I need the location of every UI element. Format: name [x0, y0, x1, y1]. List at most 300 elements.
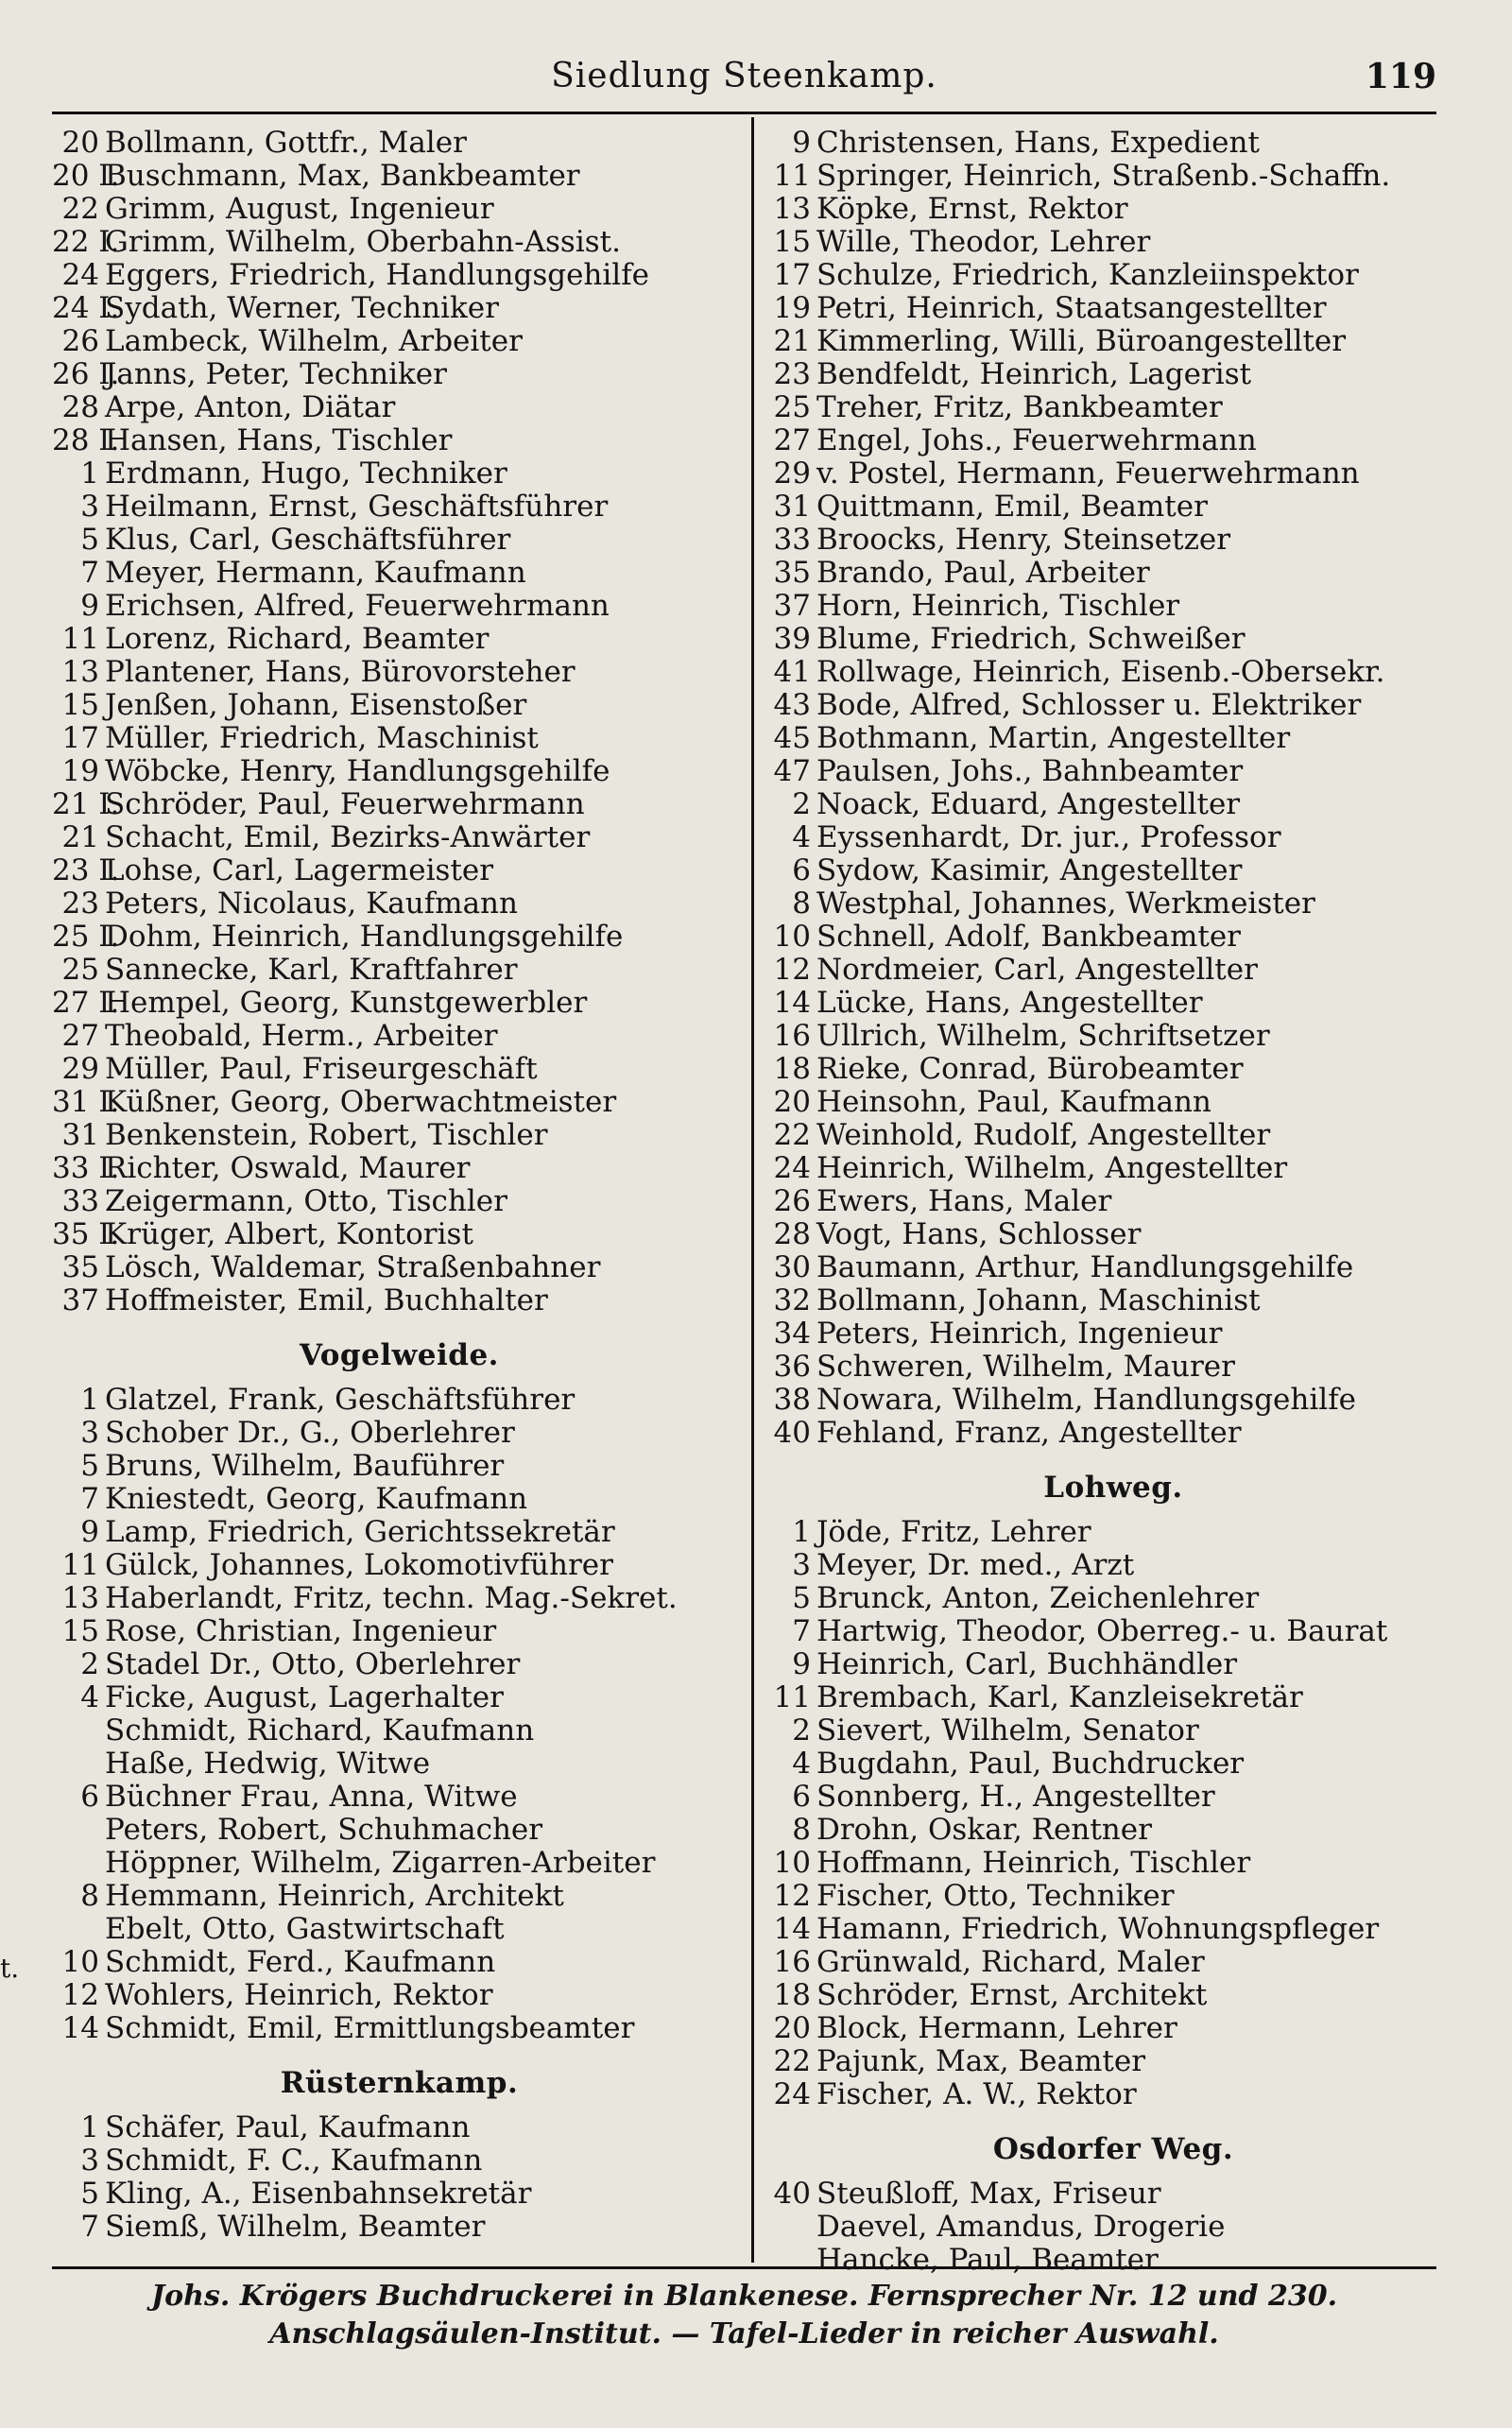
house-number: 14: [61, 2012, 99, 2045]
resident-entry: [764, 1351, 1463, 1384]
resident-name-occupation: Krüger, Albert, Kontorist: [105, 1218, 473, 1251]
house-number: 10: [61, 1946, 99, 1979]
resident-entry: [52, 2211, 747, 2244]
resident-entry: [764, 1284, 1463, 1317]
house-number: 11: [61, 1549, 99, 1582]
house-number: 29: [61, 1053, 99, 1086]
resident-entry: [52, 292, 747, 325]
resident-name-occupation: Buschmann, Max, Bankbeamter: [105, 160, 580, 193]
resident-name-occupation: Engel, Johs., Feuerwehrmann: [816, 424, 1257, 457]
house-number: 28: [61, 391, 99, 424]
house-number: 22: [773, 1119, 811, 1152]
house-number: 33: [773, 524, 811, 557]
resident-name-occupation: Kling, A., Eisenbahnsekretär: [105, 2178, 532, 2211]
resident-entry: [52, 1152, 747, 1185]
resident-name-occupation: Ewers, Hans, Maler: [816, 1185, 1112, 1218]
house-number: 40: [773, 2178, 811, 2211]
resident-entry: [764, 391, 1463, 424]
resident-entry: [764, 358, 1463, 391]
resident-entry: [52, 1549, 747, 1582]
resident-name-occupation: Daevel, Amandus, Drogerie: [816, 2211, 1226, 2244]
house-number: 25: [773, 391, 811, 424]
resident-entry: [52, 1284, 747, 1317]
resident-name-occupation: Horn, Heinrich, Tischler: [816, 590, 1180, 623]
resident-entry: [764, 127, 1463, 160]
resident-entry: [52, 1384, 747, 1417]
resident-name-occupation: Höppner, Wilhelm, Zigarren-Arbeiter: [105, 1847, 656, 1880]
resident-name-occupation: Heinrich, Carl, Buchhändler: [816, 1648, 1238, 1681]
resident-entry: [52, 921, 747, 954]
house-number: 28: [773, 1218, 811, 1251]
resident-name-occupation: Küßner, Georg, Oberwachtmeister: [105, 1086, 617, 1119]
house-number: 25: [61, 954, 99, 987]
resident-entry: [52, 1450, 747, 1483]
house-number: 31 I.: [52, 1086, 120, 1119]
house-number: 39: [773, 623, 811, 656]
resident-entry: [764, 2012, 1463, 2045]
resident-entry: [764, 1648, 1463, 1681]
house-number: 18: [773, 1979, 811, 2012]
house-number: 24: [773, 2078, 811, 2111]
resident-name-occupation: Bothmann, Martin, Angestellter: [816, 722, 1291, 755]
resident-name-occupation: Hempel, Georg, Kunstgewerbler: [105, 987, 588, 1020]
house-number: 2: [80, 1648, 99, 1681]
resident-entry: [764, 524, 1463, 557]
resident-name-occupation: Schröder, Ernst, Architekt: [816, 1979, 1208, 2012]
resident-name-occupation: Zeigermann, Otto, Tischler: [105, 1185, 507, 1218]
house-number: 12: [773, 1880, 811, 1913]
resident-name-occupation: Springer, Heinrich, Straßenb.-Schaffn.: [816, 160, 1391, 193]
resident-entry: [52, 1814, 747, 1847]
resident-name-occupation: Ficke, August, Lagerhalter: [105, 1681, 504, 1714]
resident-name-occupation: Dohm, Heinrich, Handlungsgehilfe: [105, 921, 624, 954]
resident-name-occupation: Lösch, Waldemar, Straßenbahner: [105, 1251, 601, 1284]
resident-entry: [764, 1516, 1463, 1549]
resident-entry: [764, 557, 1463, 590]
resident-entry: [52, 358, 747, 391]
resident-name-occupation: Gülck, Johannes, Lokomotivführer: [105, 1549, 613, 1582]
resident-name-occupation: Arpe, Anton, Diätar: [105, 391, 396, 424]
resident-name-occupation: Rollwage, Heinrich, Eisenb.-Obersekr.: [816, 656, 1385, 689]
house-number: 33: [61, 1185, 99, 1218]
resident-entry: [52, 491, 747, 524]
resident-name-occupation: Erdmann, Hugo, Techniker: [105, 457, 507, 491]
resident-name-occupation: Heinsohn, Paul, Kaufmann: [816, 1086, 1211, 1119]
house-number: 13: [61, 1582, 99, 1615]
resident-entry: [764, 1748, 1463, 1781]
house-number: 6: [792, 854, 811, 887]
resident-name-occupation: Hamann, Friedrich, Wohnungspfleger: [816, 1913, 1380, 1946]
resident-entry: [52, 2012, 747, 2045]
house-number: 27 I.: [52, 987, 120, 1020]
resident-entry: [52, 689, 747, 722]
resident-name-occupation: Noack, Eduard, Angestellter: [816, 788, 1241, 821]
resident-entry: [52, 391, 747, 424]
resident-entry: [52, 1880, 747, 1913]
street-heading: Rüsternkamp.: [280, 2066, 519, 2100]
resident-entry: [52, 457, 747, 491]
house-number: 19: [61, 755, 99, 788]
resident-entry: [764, 689, 1463, 722]
resident-name-occupation: Sannecke, Karl, Kraftfahrer: [105, 954, 518, 987]
house-number: 12: [61, 1979, 99, 2012]
resident-entry: [52, 1714, 747, 1748]
house-number: 20: [773, 2012, 811, 2045]
resident-name-occupation: Grimm, Wilhelm, Oberbahn-Assist.: [105, 226, 621, 259]
resident-name-occupation: Schweren, Wilhelm, Maurer: [816, 1351, 1235, 1384]
resident-entry: [52, 1185, 747, 1218]
resident-name-occupation: Schmidt, Emil, Ermittlungsbeamter: [105, 2012, 635, 2045]
resident-name-occupation: Hoffmann, Heinrich, Tischler: [816, 1847, 1251, 1880]
house-number: 3: [80, 2144, 99, 2178]
house-number: 29: [773, 457, 811, 491]
house-number: 1: [80, 457, 99, 491]
resident-name-occupation: Pajunk, Max, Beamter: [816, 2045, 1146, 2078]
resident-entry: [52, 1913, 747, 1946]
house-number: 20: [61, 127, 99, 160]
resident-entry: [764, 987, 1463, 1020]
resident-entry: [52, 2111, 747, 2144]
resident-name-occupation: Fischer, Otto, Techniker: [816, 1880, 1175, 1913]
resident-entry: [764, 788, 1463, 821]
house-number: 30: [773, 1251, 811, 1284]
house-number: 1: [792, 1516, 811, 1549]
house-number: 4: [792, 821, 811, 854]
house-number: 34: [773, 1317, 811, 1351]
left-column: [52, 127, 747, 2244]
resident-name-occupation: Haberlandt, Fritz, techn. Mag.-Sekret.: [105, 1582, 678, 1615]
resident-name-occupation: Wöbcke, Henry, Handlungsgehilfe: [105, 755, 610, 788]
house-number: 35 I.: [52, 1218, 120, 1251]
resident-entry: [764, 1417, 1463, 1450]
resident-name-occupation: Weinhold, Rudolf, Angestellter: [816, 1119, 1271, 1152]
resident-entry: [764, 755, 1463, 788]
house-number: 10: [773, 921, 811, 954]
resident-name-occupation: Peters, Robert, Schuhmacher: [105, 1814, 543, 1847]
house-number: 9: [80, 590, 99, 623]
house-number: 14: [773, 987, 811, 1020]
resident-entry: [52, 2144, 747, 2178]
resident-entry: [764, 1384, 1463, 1417]
house-number: 37: [61, 1284, 99, 1317]
house-number: 40: [773, 1417, 811, 1450]
resident-name-occupation: Schnell, Adolf, Bankbeamter: [816, 921, 1242, 954]
resident-name-occupation: Ebelt, Otto, Gastwirtschaft: [105, 1913, 505, 1946]
house-number: 6: [792, 1781, 811, 1814]
resident-entry: [52, 1119, 747, 1152]
resident-name-occupation: Siemß, Wilhelm, Beamter: [105, 2211, 486, 2244]
bottom-rule: [52, 2266, 1436, 2269]
house-number: 15: [61, 1615, 99, 1648]
resident-name-occupation: Jenßen, Johann, Eisenstoßer: [105, 689, 527, 722]
house-number: 35: [61, 1251, 99, 1284]
resident-name-occupation: Peters, Heinrich, Ingenieur: [816, 1317, 1223, 1351]
house-number: 22 I.: [52, 226, 120, 259]
house-number: 9: [792, 127, 811, 160]
resident-name-occupation: Richter, Oswald, Maurer: [105, 1152, 471, 1185]
resident-entry: [52, 2178, 747, 2211]
house-number: 8: [792, 887, 811, 921]
resident-name-occupation: Nordmeier, Carl, Angestellter: [816, 954, 1258, 987]
house-number: 21 I.: [52, 788, 120, 821]
resident-name-occupation: Lohse, Carl, Lagermeister: [105, 854, 494, 887]
resident-name-occupation: Lücke, Hans, Angestellter: [816, 987, 1203, 1020]
resident-entry: [52, 524, 747, 557]
resident-entry: [764, 1714, 1463, 1748]
resident-entry: [764, 1880, 1463, 1913]
resident-name-occupation: Peters, Nicolaus, Kaufmann: [105, 887, 518, 921]
house-number: 1: [80, 1384, 99, 1417]
resident-name-occupation: Glatzel, Frank, Geschäftsführer: [105, 1384, 576, 1417]
house-number: 24 I.: [52, 292, 120, 325]
resident-entry: [52, 755, 747, 788]
house-number: 4: [80, 1681, 99, 1714]
resident-entry: [52, 887, 747, 921]
resident-entry: [764, 854, 1463, 887]
resident-entry: [764, 457, 1463, 491]
house-number: 7: [80, 1483, 99, 1516]
resident-entry: [52, 1582, 747, 1615]
house-number: 6: [80, 1781, 99, 1814]
resident-entry: [764, 722, 1463, 755]
resident-name-occupation: v. Postel, Hermann, Feuerwehrmann: [816, 457, 1360, 491]
house-number: 43: [773, 689, 811, 722]
resident-name-occupation: Schmidt, Ferd., Kaufmann: [105, 1946, 496, 1979]
resident-entry: [764, 2078, 1463, 2111]
house-number: 20: [773, 1086, 811, 1119]
resident-name-occupation: Hansen, Hans, Tischler: [105, 424, 453, 457]
resident-entry: [764, 2045, 1463, 2078]
top-rule: [52, 112, 1436, 114]
resident-name-occupation: Sonnberg, H., Angestellter: [816, 1781, 1215, 1814]
resident-entry: [52, 821, 747, 854]
resident-entry: [52, 1979, 747, 2012]
resident-name-occupation: Lamp, Friedrich, Gerichtssekretär: [105, 1516, 615, 1549]
resident-name-occupation: Schröder, Paul, Feuerwehrmann: [105, 788, 585, 821]
resident-entry: [764, 491, 1463, 524]
house-number: 21: [773, 325, 811, 358]
resident-name-occupation: Schober Dr., G., Oberlehrer: [105, 1417, 515, 1450]
resident-name-occupation: Grünwald, Richard, Maler: [816, 1946, 1205, 1979]
resident-entry: [52, 1781, 747, 1814]
resident-entry: [764, 656, 1463, 689]
house-number: 9: [792, 1648, 811, 1681]
house-number: 2: [792, 788, 811, 821]
house-number: 15: [773, 226, 811, 259]
resident-entry: [764, 292, 1463, 325]
resident-name-occupation: Hoffmeister, Emil, Buchhalter: [105, 1284, 548, 1317]
house-number: 35: [773, 557, 811, 590]
resident-entry: [52, 1516, 747, 1549]
resident-name-occupation: Meyer, Hermann, Kaufmann: [105, 557, 526, 590]
resident-name-occupation: Westphal, Johannes, Werkmeister: [816, 887, 1315, 921]
resident-name-occupation: Block, Hermann, Lehrer: [816, 2012, 1177, 2045]
house-number: 23: [61, 887, 99, 921]
margin-mark: t.: [0, 1953, 20, 1984]
resident-entry: [52, 424, 747, 457]
house-number: 3: [792, 1549, 811, 1582]
resident-entry: [764, 1582, 1463, 1615]
resident-name-occupation: Hancke, Paul, Beamter: [816, 2244, 1159, 2277]
resident-name-occupation: Bruns, Wilhelm, Bauführer: [105, 1450, 505, 1483]
house-number: 37: [773, 590, 811, 623]
resident-name-occupation: Schmidt, Richard, Kaufmann: [105, 1714, 535, 1748]
resident-entry: [52, 1053, 747, 1086]
resident-entry: [764, 1152, 1463, 1185]
resident-entry: [764, 259, 1463, 292]
resident-entry: [52, 1847, 747, 1880]
resident-entry: [764, 1913, 1463, 1946]
resident-name-occupation: Schacht, Emil, Bezirks-Anwärter: [105, 821, 591, 854]
resident-name-occupation: Grimm, August, Ingenieur: [105, 193, 494, 226]
resident-name-occupation: Blume, Friedrich, Schweißer: [816, 623, 1246, 656]
resident-name-occupation: Rose, Christian, Ingenieur: [105, 1615, 497, 1648]
resident-name-occupation: Schmidt, F. C., Kaufmann: [105, 2144, 483, 2178]
resident-entry: [52, 1748, 747, 1781]
resident-name-occupation: Klus, Carl, Geschäftsführer: [105, 524, 511, 557]
resident-entry: [764, 2244, 1463, 2277]
resident-name-occupation: Steußloff, Max, Friseur: [816, 2178, 1161, 2211]
street-heading: Lohweg.: [1043, 1471, 1183, 1505]
resident-entry: [52, 193, 747, 226]
resident-entry: [764, 1814, 1463, 1847]
resident-name-occupation: Wille, Theodor, Lehrer: [816, 226, 1151, 259]
resident-name-occupation: Schäfer, Paul, Kaufmann: [105, 2111, 471, 2144]
house-number: 47: [773, 755, 811, 788]
house-number: 41: [773, 656, 811, 689]
street-heading: Vogelweide.: [300, 1338, 499, 1372]
resident-name-occupation: Brando, Paul, Arbeiter: [816, 557, 1150, 590]
resident-name-occupation: Sydow, Kasimir, Angestellter: [816, 854, 1243, 887]
house-number: 8: [80, 1880, 99, 1913]
resident-entry: [764, 1185, 1463, 1218]
house-number: 36: [773, 1351, 811, 1384]
house-number: 7: [80, 557, 99, 590]
resident-entry: [52, 1086, 747, 1119]
house-number: 8: [792, 1814, 811, 1847]
resident-name-occupation: Wohlers, Heinrich, Rektor: [105, 1979, 493, 2012]
resident-name-occupation: Rieke, Conrad, Bürobeamter: [816, 1053, 1244, 1086]
resident-entry: [764, 1549, 1463, 1582]
resident-name-occupation: Stadel Dr., Otto, Oberlehrer: [105, 1648, 521, 1681]
house-number: 21: [61, 821, 99, 854]
right-column: [764, 127, 1463, 2277]
resident-name-occupation: Lambeck, Wilhelm, Arbeiter: [105, 325, 523, 358]
resident-entry: [764, 1020, 1463, 1053]
resident-name-occupation: Meyer, Dr. med., Arzt: [816, 1549, 1135, 1582]
house-number: 28 I.: [52, 424, 120, 457]
resident-name-occupation: Christensen, Hans, Expedient: [816, 127, 1260, 160]
house-number: 5: [792, 1582, 811, 1615]
resident-entry: [764, 325, 1463, 358]
resident-name-occupation: Köpke, Ernst, Rektor: [816, 193, 1128, 226]
resident-entry: [764, 1251, 1463, 1284]
resident-entry: [52, 656, 747, 689]
resident-name-occupation: Fehland, Franz, Angestellter: [816, 1417, 1242, 1450]
house-number: 24: [773, 1152, 811, 1185]
resident-name-occupation: Müller, Friedrich, Maschinist: [105, 722, 539, 755]
resident-name-occupation: Bollmann, Gottfr., Maler: [105, 127, 467, 160]
resident-entry: [764, 2211, 1463, 2244]
resident-entry: [764, 1615, 1463, 1648]
resident-entry: [764, 160, 1463, 193]
house-number: 13: [61, 656, 99, 689]
house-number: 38: [773, 1384, 811, 1417]
footer: [52, 2278, 1436, 2353]
resident-name-occupation: Büchner Frau, Anna, Witwe: [105, 1781, 518, 1814]
house-number: 45: [773, 722, 811, 755]
resident-entry: [52, 325, 747, 358]
resident-entry: [764, 590, 1463, 623]
resident-name-occupation: Schulze, Friedrich, Kanzleiinspektor: [816, 259, 1359, 292]
street-heading: Osdorfer Weg.: [992, 2132, 1234, 2166]
resident-entry: [764, 887, 1463, 921]
resident-entry: [52, 1020, 747, 1053]
resident-name-occupation: Haße, Hedwig, Witwe: [105, 1748, 431, 1781]
resident-entry: [52, 722, 747, 755]
house-number: 17: [61, 722, 99, 755]
house-number: 27: [61, 1020, 99, 1053]
resident-entry: [52, 1483, 747, 1516]
resident-name-occupation: Bollmann, Johann, Maschinist: [816, 1284, 1261, 1317]
resident-name-occupation: Eyssenhardt, Dr. jur., Professor: [816, 821, 1281, 854]
resident-entry: [764, 1781, 1463, 1814]
house-number: 24: [61, 259, 99, 292]
resident-name-occupation: Nowara, Wilhelm, Handlungsgehilfe: [816, 1384, 1357, 1417]
house-number: 15: [61, 689, 99, 722]
resident-entry: [52, 1681, 747, 1714]
house-number: 9: [80, 1516, 99, 1549]
resident-name-occupation: Janns, Peter, Techniker: [105, 358, 447, 391]
house-number: 23 I.: [52, 854, 120, 887]
resident-entry: [52, 226, 747, 259]
resident-name-occupation: Quittmann, Emil, Beamter: [816, 491, 1208, 524]
resident-entry: [764, 1946, 1463, 1979]
house-number: 7: [792, 1615, 811, 1648]
house-number: 5: [80, 524, 99, 557]
house-number: 17: [773, 259, 811, 292]
resident-entry: [52, 557, 747, 590]
resident-entry: [764, 1053, 1463, 1086]
footer-line-2: Anschlagsäulen-Institut. — Tafel-Lieder in reicher Auswahl.: [269, 2317, 1219, 2351]
house-number: 32: [773, 1284, 811, 1317]
resident-entry: [52, 1946, 747, 1979]
resident-entry: [52, 854, 747, 887]
resident-entry: [52, 788, 747, 821]
house-number: 26: [773, 1185, 811, 1218]
resident-name-occupation: Sydath, Werner, Techniker: [105, 292, 499, 325]
house-number: 19: [773, 292, 811, 325]
house-number: 12: [773, 954, 811, 987]
resident-name-occupation: Fischer, A. W., Rektor: [816, 2078, 1137, 2111]
resident-entry: [52, 1218, 747, 1251]
resident-entry: [764, 921, 1463, 954]
footer-line-1: Johs. Krögers Buchdruckerei in Blankenese. Fernsprecher Nr. 12 und 230.: [150, 2280, 1338, 2313]
resident-name-occupation: Benkenstein, Robert, Tischler: [105, 1119, 548, 1152]
resident-entry: [764, 954, 1463, 987]
house-number: 20 I.: [52, 160, 120, 193]
page-number: 119: [1365, 57, 1436, 96]
resident-name-occupation: Vogt, Hans, Schlosser: [816, 1218, 1142, 1251]
resident-entry: [52, 160, 747, 193]
resident-entry: [52, 1615, 747, 1648]
resident-entry: [764, 1979, 1463, 2012]
resident-name-occupation: Eggers, Friedrich, Handlungsgehilfe: [105, 259, 650, 292]
resident-name-occupation: Petri, Heinrich, Staatsangestellter: [816, 292, 1327, 325]
house-number: 2: [792, 1714, 811, 1748]
house-number: 33 I.: [52, 1152, 120, 1185]
resident-entry: [764, 1681, 1463, 1714]
